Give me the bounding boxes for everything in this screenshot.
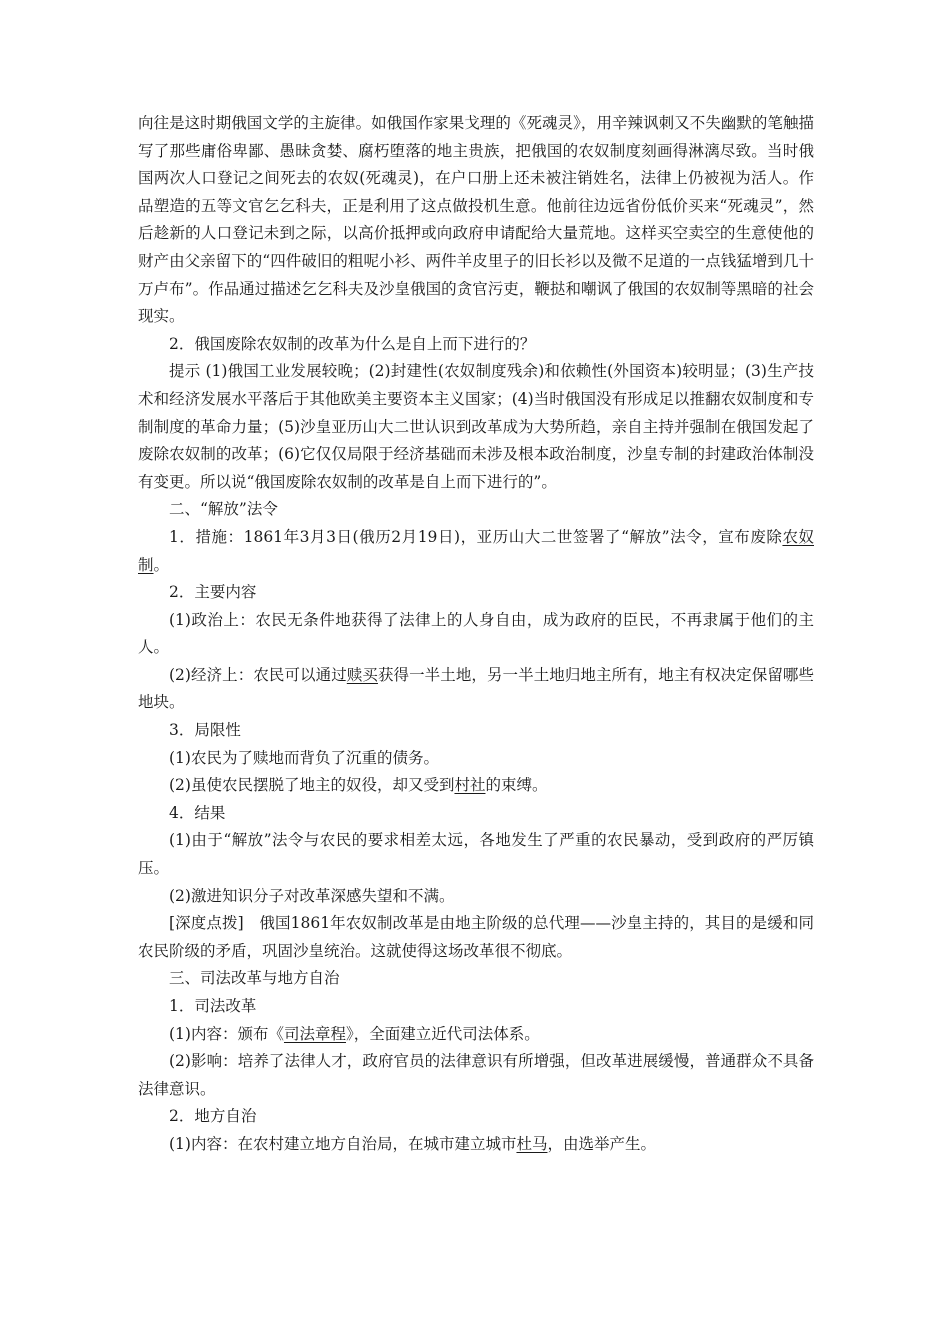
underlined-term: 司法章程 xyxy=(283,1024,346,1043)
result-item-1: (1)由于“解放”法令与农民的要求相差太远，各地发生了严重的农民暴动，受到政府的严厉镇压。 xyxy=(138,831,814,878)
deep-insight-note: [深度点拨] 俄国1861年农奴制改革是由地主阶级的总代理——沙皇主持的，其目的是缓和同农民阶级的矛盾，巩固沙皇统治。这就使得这场改革很不彻底。 xyxy=(138,914,814,960)
subheading-main-content: 2．主要内容 xyxy=(169,583,257,602)
local-autonomy-content: (1)内容：在农村建立地方自治局，在城市建立城市杜马，由选举产生。 xyxy=(169,1134,656,1153)
hint-paragraph: 提示 (1)俄国工业发展较晚；(2)封建性(农奴制度残余)和依赖性(外国资本)较明显；(3)生产技术和经济发展水平落后于其他欧美主要资本主义国家；(4)当时俄国没有形成足以推翻农奴制度和专制制度的革命力量；(5)沙皇亚历山大二世认识到改革成为大势所趋，亲自主持并强制在俄国发起了废除农奴制的改革；(6)它仅仅局限于经济基础而未涉及根本政治制度，沙皇专制的封建政治体制没有变更。所以说“俄国废除农奴制的改革是自上而下进行的”。 xyxy=(138,362,814,491)
section-heading-2: 二、“解放”法令 xyxy=(169,500,278,519)
limitation-item-2: (2)虽使农民摆脱了地主的奴役，却又受到村社的束缚。 xyxy=(169,776,548,795)
subheading-local-autonomy: 2．地方自治 xyxy=(169,1107,257,1126)
economic-item: (2)经济上：农民可以通过赎买获得一半土地，另一半土地归地主所有，地主有权决定保留哪些地块。 xyxy=(138,665,814,712)
result-item-2: (2)激进知识分子对改革深感失望和不满。 xyxy=(169,886,455,905)
judicial-impact: (2)影响：培养了法律人才，政府官员的法律意识有所增强，但改革进展缓慢，普通群众不具备法律意识。 xyxy=(138,1052,814,1098)
subheading-results: 4．结果 xyxy=(169,803,226,822)
judicial-content: (1)内容：颁布《司法章程》，全面建立近代司法体系。 xyxy=(169,1024,540,1043)
political-item: (1)政治上：农民无条件地获得了法律上的人身自由，成为政府的臣民，不再隶属于他们的主人。 xyxy=(138,610,814,657)
subheading-limitations: 3．局限性 xyxy=(169,721,241,740)
limitation-item-1: (1)农民为了赎地而背负了沉重的债务。 xyxy=(169,748,439,767)
underlined-term: 赎买 xyxy=(346,665,378,684)
underlined-term: 杜马 xyxy=(516,1134,548,1153)
paragraph-dead-souls: 向往是这时期俄国文学的主旋律。如俄国作家果戈理的《死魂灵》，用辛辣讽刺又不失幽默的笔触描写了那些庸俗卑鄙、愚昧贪婪、腐朽堕落的地主贵族，把俄国的农奴制度刻画得淋漓尽致。当时俄国两次人口登记之间死去的农奴(死魂灵)，在户口册上还未被注销姓名，法律上仍被视为活人。作品塑造的五等文官乞乞科夫，正是利用了这点做投机生意。他前往边远省份低价买来“死魂灵”，然后趁新的人口登记未到之际，以高价抵押或向政府申请配给大量荒地。这样买空卖空的生意使他的财产由父亲留下的“四件破旧的粗呢小衫、两件羊皮里子的旧长衫以及微不足道的一点钱猛增到几十万卢布”。作品通过描述乞乞科夫及沙皇俄国的贪官污吏，鞭挞和嘲讽了俄国的农奴制等黑暗的社会现实。 xyxy=(138,114,814,326)
underlined-term: 农奴制 xyxy=(138,527,814,574)
section-heading-3: 三、司法改革与地方自治 xyxy=(169,969,340,988)
document-body xyxy=(138,110,814,1159)
measure-paragraph: 1．措施：1861年3月3日(俄历2月19日)，亚历山大二世签署了“解放”法令，宣布废除农奴制。 xyxy=(138,527,814,574)
subheading-judicial: 1．司法改革 xyxy=(169,997,257,1015)
underlined-term: 村社 xyxy=(454,776,486,795)
question-2: 2．俄国废除农奴制的改革为什么是自上而下进行的？ xyxy=(169,334,536,353)
